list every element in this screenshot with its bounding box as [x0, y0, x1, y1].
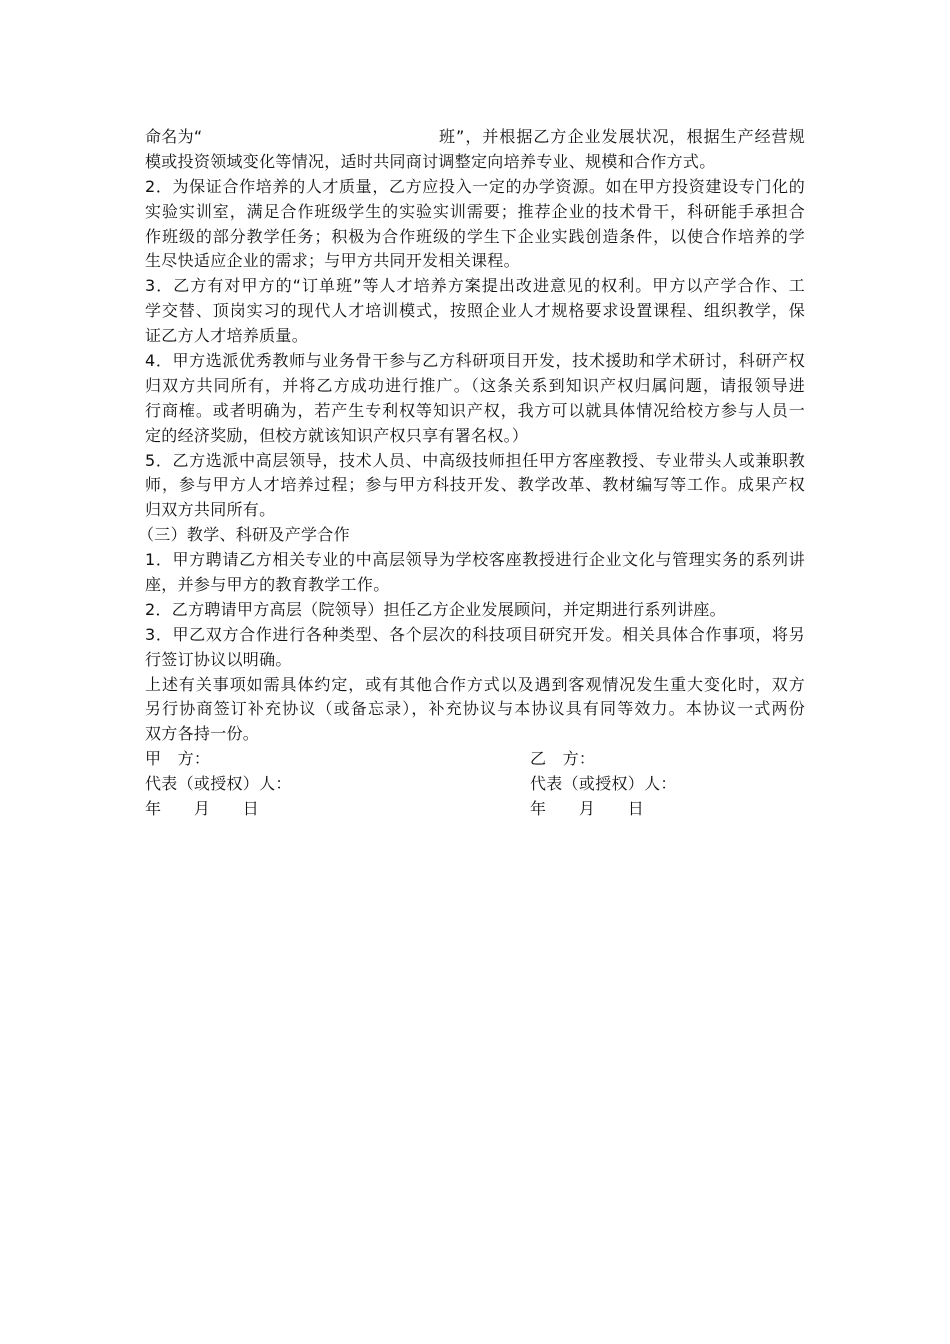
- text-line: 2．乙方聘请甲方高层（院领导）担任乙方企业发展顾问，并定期进行系列讲座。: [145, 599, 726, 619]
- party-a-representative: 代表（或授权）人：: [145, 774, 292, 794]
- signature-representative-row: [145, 772, 805, 797]
- party-a-label: 甲 方：: [145, 749, 211, 769]
- text-line: 行签订协议以明确。: [145, 649, 292, 669]
- document-body: [138, 125, 805, 822]
- text-line: 上述有关事项如需具体约定，或有其他合作方式以及遇到客观情况发生重大变化时，双方: [145, 674, 805, 694]
- party-b-representative: 代表（或授权）人：: [530, 774, 677, 794]
- text-line: 1．甲方聘请乙方相关专业的中高层领导为学校客座教授进行企业文化与管理实务的系列讲: [145, 550, 805, 570]
- text-line: 生尽快适应企业的需求；与甲方共同开发相关课程。: [145, 251, 520, 271]
- text-line: 3．乙方有对甲方的“订单班”等人才培养方案提出改进意见的权利。甲方以产学合作、工: [145, 276, 805, 296]
- text-line: 归双方共同所有。: [145, 500, 276, 520]
- text-line: 师，参与甲方人才培养过程；参与甲方科技开发、教学改革、教材编写等工作。成果产权: [145, 475, 805, 495]
- party-b-label: 乙 方：: [530, 749, 596, 769]
- party-b-date: 年 月 日: [530, 799, 645, 819]
- section-heading: （三）教学、科研及产学合作: [138, 525, 350, 545]
- text-line: 作班级的部分教学任务；积极为合作班级的学生下企业实践创造条件，以使合作培养的学: [145, 226, 805, 246]
- first-line-prefix: 命名为“: [145, 127, 203, 146]
- text-line: 4．甲方选派优秀教师与业务骨干参与乙方科研项目开发，技术援助和学术研讨，科研产权: [145, 351, 805, 371]
- text-line: 学交替、顶岗实习的现代人才培训模式，按照企业人才规格要求设置课程、组织教学，保: [145, 301, 805, 321]
- text-line: 证乙方人才培养质量。: [145, 326, 309, 346]
- signature-party-row: [145, 747, 805, 772]
- text-line: 行商榷。或者明确为，若产生专利权等知识产权，我方可以就具体情况给校方参与人员一: [145, 400, 805, 420]
- first-line-suffix: 班”，并根据乙方企业发展状况，根据生产经营规: [439, 127, 805, 146]
- text-line: 归双方共同所有，并将乙方成功进行推广。（这条关系到知识产权归属问题，请报领导进: [145, 375, 805, 395]
- text-line: 模或投资领域变化等情况，适时共同商讨调整定向培养专业、规模和合作方式。: [145, 151, 716, 171]
- text-line-first: [145, 125, 805, 150]
- text-line: 实验实训室，满足合作班级学生的实验实训需要；推荐企业的技术骨干，科研能手承担合: [145, 201, 805, 221]
- text-line: 双方各持一份。: [145, 724, 260, 744]
- signature-date-row: [145, 797, 805, 822]
- text-line: 3．甲乙双方合作进行各种类型、各个层次的科技项目研究开发。相关具体合作事项，将另: [145, 624, 805, 644]
- text-line: 2．为保证合作培养的人才质量，乙方应投入一定的办学资源。如在甲方投资建设专门化的: [145, 176, 805, 196]
- text-line: 座，并参与甲方的教育教学工作。: [145, 575, 390, 595]
- text-line: 另行协商签订补充协议（或备忘录），补充协议与本协议具有同等效力。本协议一式两份: [145, 699, 805, 719]
- party-a-date: 年 月 日: [145, 799, 260, 819]
- text-line: 5．乙方选派中高层领导，技术人员、中高级技师担任甲方客座教授、专业带头人或兼职教: [145, 450, 805, 470]
- text-line: 定的经济奖励，但校方就该知识产权只享有署名权。）: [145, 425, 529, 445]
